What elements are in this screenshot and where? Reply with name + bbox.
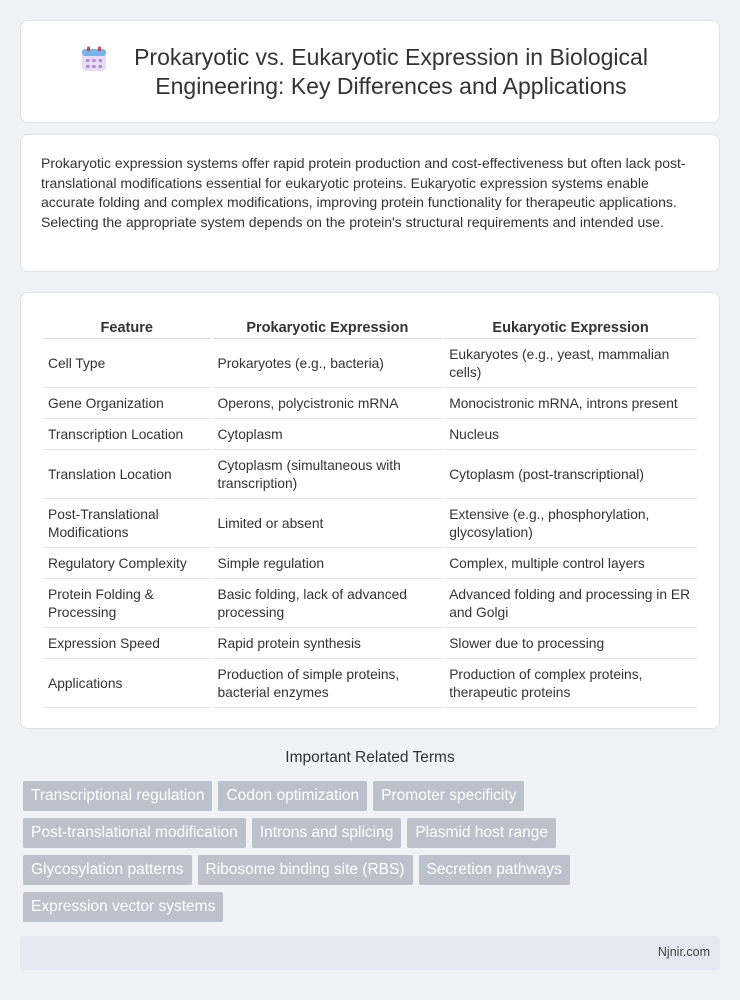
title-card [20,20,720,123]
prokaryotic-cell: Rapid protein synthesis [213,630,443,659]
table-row [43,630,697,659]
intro-card [20,134,720,272]
eukaryotic-cell: Cytoplasm (post-transcriptional) [444,452,697,499]
table-row [43,390,697,419]
prokaryotic-cell: Cytoplasm [213,421,443,450]
intro-paragraph: Prokaryotic expression systems offer rapid protein production and cost-effectiveness but often lack post-translational modifications essential for eukaryotic proteins. Eukaryotic expression systems enable accurate folding and complex modifications, improving protein functionality for therapeutic applications. Selecting the appropriate system depends on the protein's structural requirements and intended use. [41,155,686,230]
feature-cell: Gene Organization [43,390,211,419]
tag-row [23,818,703,848]
table-row [43,421,697,450]
eukaryotic-cell: Advanced folding and processing in ER and Golgi [444,581,697,628]
feature-cell: Post-Translational Modifications [43,501,211,548]
table-row [43,581,697,628]
table-row [43,661,697,708]
related-terms-list [23,781,703,929]
feature-cell: Translation Location [43,452,211,499]
prokaryotic-cell: Simple regulation [213,550,443,579]
eukaryotic-cell: Production of complex proteins, therapeutic proteins [444,661,697,708]
related-terms-heading: Important Related Terms [285,749,455,766]
feature-cell: Expression Speed [43,630,211,659]
term-tag[interactable]: Transcriptional regulation [23,781,212,811]
feature-cell: Regulatory Complexity [43,550,211,579]
comparison-table [41,315,699,710]
feature-cell: Applications [43,661,211,708]
feature-cell: Transcription Location [43,421,211,450]
footer-site-link[interactable]: Njnir.com [657,945,710,959]
prokaryotic-cell: Limited or absent [213,501,443,548]
term-tag[interactable]: Ribosome binding site (RBS) [198,855,413,885]
table-row [43,501,697,548]
term-tag[interactable]: Secretion pathways [419,855,570,885]
feature-cell: Protein Folding & Processing [43,581,211,628]
page-title: Prokaryotic vs. Eukaryotic Expression in Biological Engineering: Key Differences and Applications [134,44,648,99]
prokaryotic-cell: Cytoplasm (simultaneous with transcription) [213,452,443,499]
column-header-feature: Feature [43,317,211,339]
comparison-card [20,292,720,729]
eukaryotic-cell: Monocistronic mRNA, introns present [444,390,697,419]
column-header-eukaryotic: Eukaryotic Expression [444,317,697,339]
prokaryotic-cell: Prokaryotes (e.g., bacteria) [213,341,443,388]
term-tag[interactable]: Post-translational modification [23,818,246,848]
eukaryotic-cell: Complex, multiple control layers [444,550,697,579]
prokaryotic-cell: Operons, polycistronic mRNA [213,390,443,419]
term-tag[interactable]: Codon optimization [218,781,367,811]
term-tag[interactable]: Glycosylation patterns [23,855,192,885]
table-row [43,550,697,579]
term-tag[interactable]: Expression vector systems [23,892,223,922]
prokaryotic-cell: Production of simple proteins, bacterial enzymes [213,661,443,708]
eukaryotic-cell: Extensive (e.g., phosphorylation, glycosylation) [444,501,697,548]
eukaryotic-cell: Nucleus [444,421,697,450]
footer [20,936,720,970]
eukaryotic-cell: Eukaryotes (e.g., yeast, mammalian cells) [444,341,697,388]
table-row [43,452,697,499]
table-header-row [43,317,697,339]
tag-row [23,892,703,922]
tag-row [23,855,703,885]
feature-cell: Cell Type [43,341,211,388]
term-tag[interactable]: Plasmid host range [407,818,556,848]
prokaryotic-cell: Basic folding, lack of advanced processing [213,581,443,628]
eukaryotic-cell: Slower due to processing [444,630,697,659]
column-header-prokaryotic: Prokaryotic Expression [213,317,443,339]
term-tag[interactable]: Introns and splicing [252,818,402,848]
table-row [43,341,697,388]
tag-row [23,781,703,811]
term-tag[interactable]: Promoter specificity [373,781,524,811]
